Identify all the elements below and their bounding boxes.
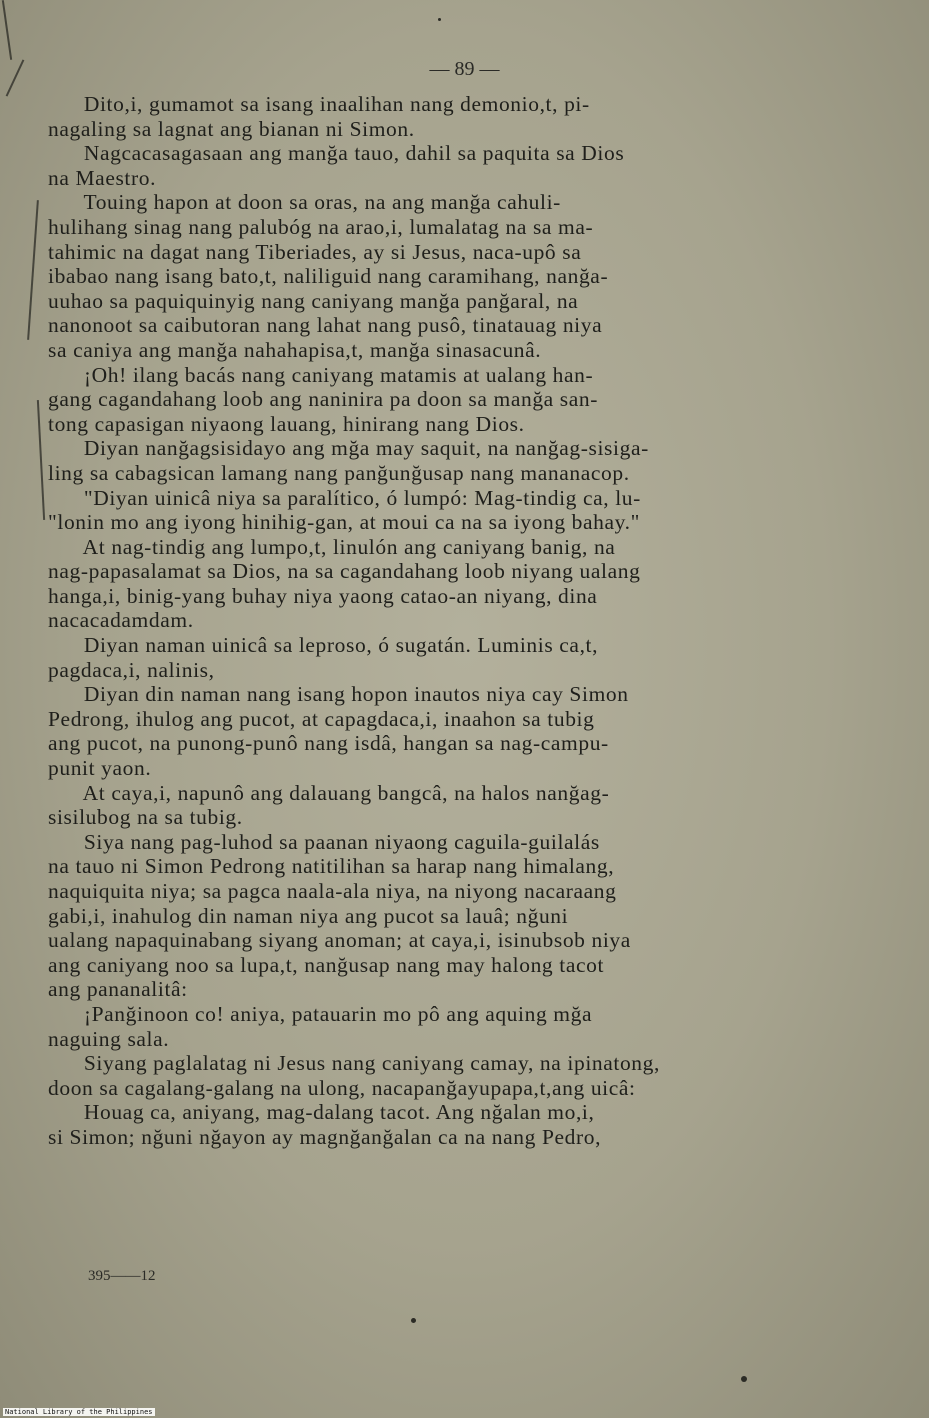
text-line: At caya,i, napunô ang dalauang bangcâ, na halos nanğag- [48, 780, 610, 805]
margin-mark [37, 400, 45, 520]
text-line: Pedrong, ihulog ang pucot, at capagdaca,i, inaahon sa tubig [48, 706, 595, 731]
text-line: ¡Oh! ilang bacás nang caniyang matamis at ualang han- [48, 362, 594, 387]
text-line: na tauo ni Simon Pedrong natitilihan sa harap nang himalang, [48, 854, 615, 879]
text-line: na Maestro. [48, 165, 157, 190]
text-line: nacacadamdam. [48, 608, 194, 633]
text-line: Diyan nanğagsisidayo ang mğa may saquit, na nanğag-sisiga- [48, 436, 649, 461]
text-line: pagdaca,i, nalinis, [48, 657, 215, 682]
page-number: — 89 — [429, 58, 500, 80]
text-line: Dito,i, gumamot sa isang inaalihan nang demonio,t, pi- [48, 92, 590, 116]
text-line: Siya nang pag-luhod sa paanan niyaong caguila-guilalás [48, 829, 600, 854]
footer-credit: National Library of the Philippines [5, 1408, 153, 1416]
body-text [48, 92, 840, 1150]
text-line: Touing hapon at doon sa oras, na ang manğa cahuli- [48, 190, 561, 215]
text-line: "Diyan uinicâ niya sa paralítico, ó lumpó: Mag-tindig ca, lu- [48, 485, 641, 510]
margin-mark [2, 0, 12, 60]
text-line: tong capasigan niyaong lauang, hinirang nang Dios. [48, 411, 525, 436]
text-line: Siyang paglalatag ni Jesus nang caniyang camay, na ipinatong, [48, 1051, 660, 1076]
margin-mark [27, 200, 39, 340]
text-line: nagaling sa lagnat ang bianan ni Simon. [48, 116, 415, 141]
printer-signature: 395——12 [88, 1268, 156, 1284]
text-line: sisilubog na sa tubig. [48, 805, 243, 830]
text-line: naquiquita niya; sa pagca naala-ala niya, na niyong nacaraang [48, 879, 617, 903]
text-line: ang caniyang noo sa lupa,t, nanğusap nang may halong tacot [48, 952, 605, 977]
text-line: At nag-tindig ang lumpo,t, linulón ang caniyang banig, na [48, 534, 616, 559]
text-line: Houag ca, aniyang, mag-dalang tacot. Ang nğalan mo,i, [48, 1100, 595, 1125]
text-line: doon sa cagalang-galang na ulong, nacapanğayupapa,t,ang uicâ: [48, 1075, 636, 1100]
text-line: nag-papasalamat sa Dios, na sa cagandahang loob niyang ualang [48, 559, 641, 584]
ink-spot [438, 18, 441, 21]
text-line: ang pucot, na punong-punô nang isdâ, hangan sa nag-campu- [48, 731, 609, 756]
ink-spot [741, 1376, 747, 1382]
text-line: ualang napaquinabang siyang anoman; at caya,i, isinubsob niya [48, 928, 631, 953]
text-line: uuhao sa paquiquinyig nang caniyang manğa panğaral, na [48, 288, 579, 313]
ink-spot [411, 1318, 416, 1323]
text-line: hulihang sinag nang palubóg na arao,i, lumalatag na sa ma- [48, 214, 594, 239]
text-line: tahimic na dagat nang Tiberiades, ay si Jesus, naca-upô sa [48, 239, 582, 264]
text-line: sa caniya ang manğa nahahapisa,t, manğa sinasacunâ. [48, 337, 542, 362]
text-line: hanga,i, binig-yang buhay niya yaong catao-an niyang, dina [48, 583, 598, 608]
text-line: nanonoot sa caibutoran nang lahat nang pusô, tinatauag niya [48, 313, 603, 338]
text-line: si Simon; nğuni nğayon ay magnğanğalan ca na nang Pedro, [48, 1124, 602, 1149]
text-line: ling sa cabagsican lamang nang panğunğusap nang mananacop. [48, 460, 630, 485]
text-line: Diyan naman uinicâ sa leproso, ó sugatán. Luminis ca,t, [48, 633, 599, 658]
text-line: gang cagandahang loob ang naninira pa doon sa manğa san- [48, 387, 599, 412]
text-line: Diyan din naman nang isang hopon inautos niya cay Simon [48, 682, 629, 707]
text-line: "lonin mo ang iyong hinihig-gan, at moui ca na sa iyong bahay." [48, 510, 640, 535]
text-line: punit yaon. [48, 756, 152, 781]
text-line: naguing sala. [48, 1026, 170, 1051]
text-line: Nagcacasagasaan ang manğa tauo, dahil sa paquita sa Dios [48, 141, 625, 166]
text-line: ¡Panğinoon co! aniya, patauarin mo pô ang aquing mğa [48, 1001, 593, 1026]
text-line: ang pananalitâ: [48, 977, 188, 1002]
text-line: ibabao nang isang bato,t, naliliguid nang caramihang, nanğa- [48, 264, 609, 289]
text-line: gabi,i, inahulog din naman niya ang pucot sa lauâ; nğuni [48, 903, 569, 928]
